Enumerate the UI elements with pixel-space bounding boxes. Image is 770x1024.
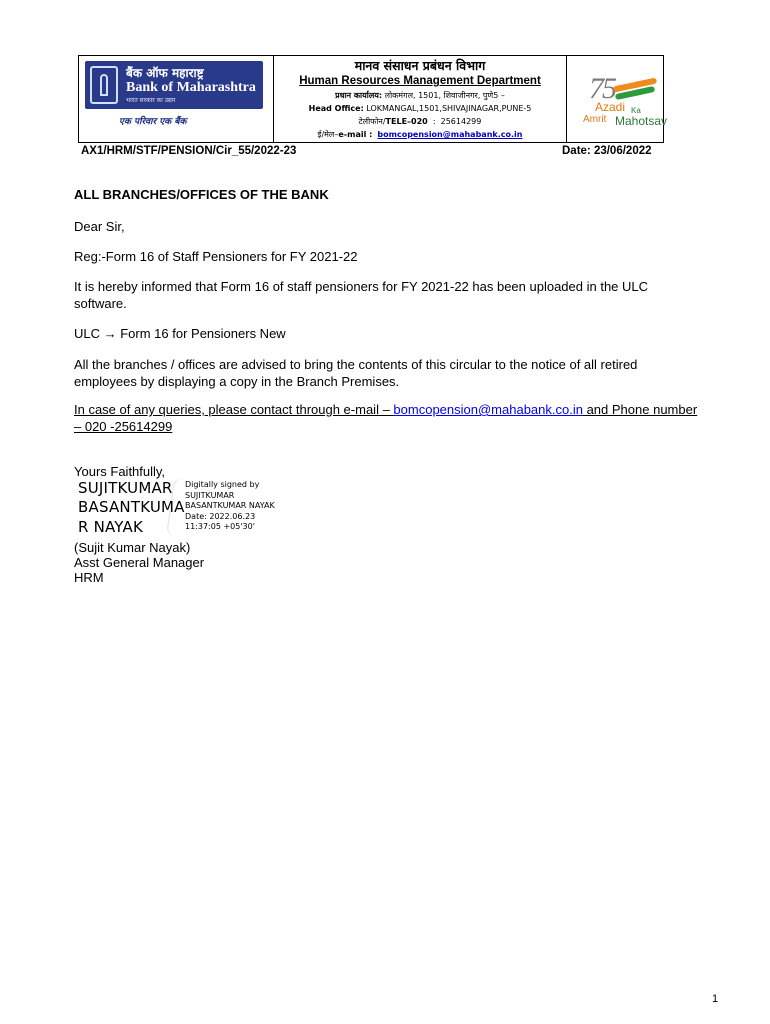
contact-paragraph: [74, 401, 700, 435]
contact-suffix: and Phone number – 020 -25614299: [74, 402, 698, 434]
contact-email-link[interactable]: bomcopension@mahabank.co.in: [393, 402, 583, 417]
printed-name: (Sujit Kumar Nayak): [74, 540, 191, 555]
letterhead: [78, 55, 668, 143]
bank-emblem-icon: [90, 66, 118, 104]
bank-name-english: Bank of Maharashtra: [126, 79, 256, 95]
signer-name-line3: R NAYAK: [78, 518, 144, 536]
paragraph-form16-uploaded: It is hereby informed that Form 16 of staff pensioners for FY 2021-22 has been uploaded in the ULC software.: [74, 279, 649, 311]
azadi-ka-amrit-mahotsav-logo: [583, 72, 668, 128]
page-number: 1: [712, 993, 719, 1005]
azadi-ka-word: Ka: [631, 106, 641, 115]
bank-logo: [85, 61, 263, 109]
closing: Yours Faithfully,: [74, 464, 166, 479]
salutation: Dear Sir,: [74, 219, 125, 234]
paragraph-branch-advice: All the branches / offices are advised to bring the contents of this circular to the notice of all retired employees by displaying a copy in the Branch Premises.: [74, 357, 638, 389]
office-email: ई/मेल–e-mail : bomcopension@mahabank.co.in: [317, 130, 523, 139]
bank-slogan: एक परिवार एक बैंक: [119, 117, 187, 127]
contact-prefix: In case of any queries, please contact through e-mail –: [74, 402, 394, 417]
department: HRM: [74, 570, 104, 585]
bank-name-hindi: बैंक ऑफ महाराष्ट्र: [126, 65, 204, 80]
bank-logo-cell: [79, 56, 274, 142]
mahotsav-word: Mahotsav: [615, 114, 668, 128]
designation: Asst General Manager: [74, 555, 205, 570]
header-email-link[interactable]: bomcopension@mahabank.co.in: [377, 130, 523, 139]
addressee-heading: ALL BRANCHES/OFFICES OF THE BANK: [74, 187, 329, 202]
azadi-75-numeral: 75: [589, 72, 615, 105]
bank-tagline: भारत सरकार का उद्यम: [126, 96, 176, 104]
office-address-hindi: प्रधान कार्यालय: लोकमंगल, 1501, शिवाजीनगर, पुणे5 –: [335, 91, 505, 100]
amrit-word: Amrit: [583, 114, 607, 125]
circular-date: Date: 23/06/2022: [562, 145, 652, 157]
department-title-english: Human Resources Management Department: [299, 75, 541, 87]
ulc-menu-path: ULC → Form 16 for Pensioners New: [74, 326, 286, 341]
signer-name-line2: BASANTKUMA: [78, 498, 185, 516]
office-telephone: टेलीफोन/TELE–020 : 25614299: [358, 117, 482, 126]
department-title-hindi: मानव संसाधन प्रबंधन विभाग: [354, 58, 486, 73]
azadi-logo-cell: [567, 56, 668, 142]
subject-line: Reg:-Form 16 of Staff Pensioners for FY 2021-22: [74, 249, 358, 264]
department-header: [274, 56, 567, 142]
digital-signature-details: Digitally signed by SUJITKUMAR BASANTKUMAR NAYAK Date: 2022.06.23 11:37:05 +05'30': [185, 480, 275, 531]
signer-name-line1: SUJITKUMAR: [78, 479, 173, 497]
office-address-english: Head Office: LOKMANGAL,1501,SHIVAJINAGAR,PUNE-5: [308, 104, 532, 113]
azadi-word: Azadi: [595, 100, 626, 114]
circular-reference: AX1/HRM/STF/PENSION/Cir_55/2022-23: [81, 145, 297, 157]
